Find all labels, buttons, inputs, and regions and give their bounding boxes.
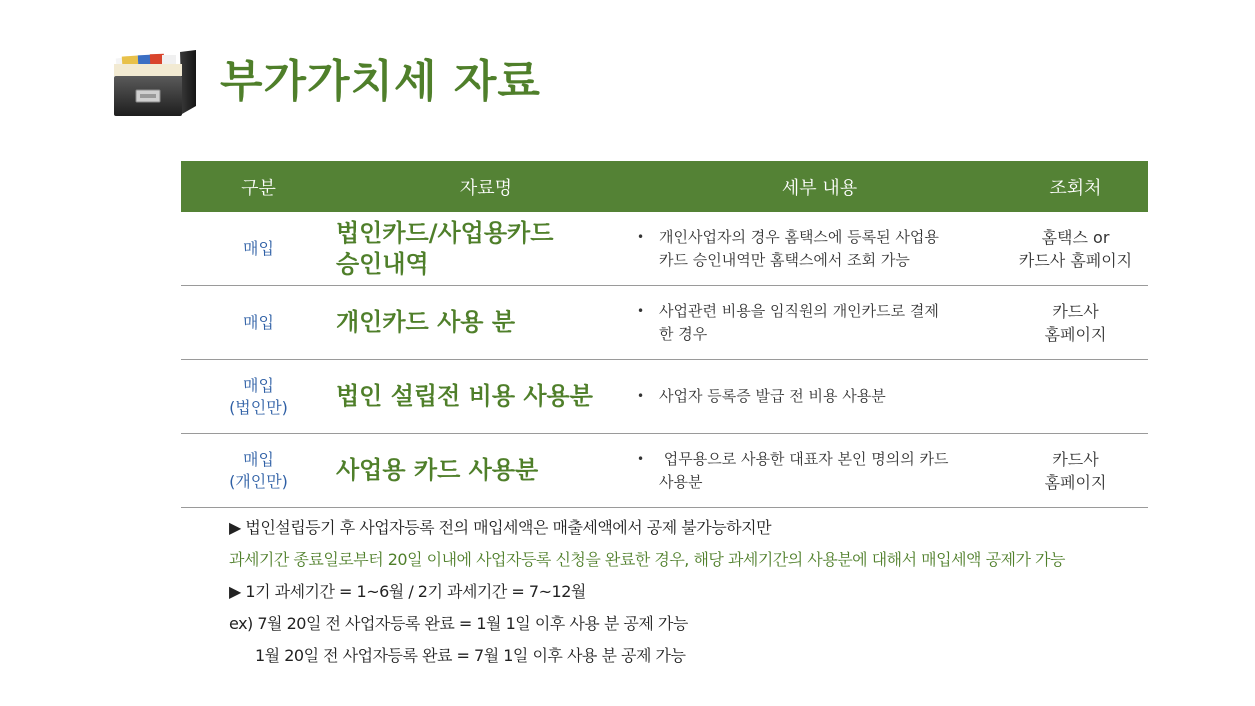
detail-cell: [636, 360, 1003, 434]
data-name-line: 승인내역: [336, 249, 429, 278]
vat-data-table: [181, 161, 1148, 508]
source-line: 홈택스 or: [1041, 227, 1110, 247]
column-header: 구분: [181, 161, 336, 212]
category-cell: [181, 286, 336, 360]
source-line: 홈페이지: [1044, 324, 1107, 344]
table-row: [181, 434, 1148, 508]
note-line: ▶ 1기 과세기간 = 1~6월 / 2기 과세기간 = 7~12월: [229, 582, 586, 601]
bullet-icon: •: [637, 451, 645, 466]
file-cabinet-drawer-icon: [112, 48, 198, 118]
column-header: 자료명: [336, 161, 636, 212]
note-line-example: 1월 20일 전 사업자등록 완료 = 7월 1일 이후 사용 분 공제 가능: [255, 646, 686, 665]
table-row: [181, 286, 1148, 360]
source-line: 카드사: [1052, 449, 1099, 469]
category-cell: [181, 212, 336, 286]
source-line: 카드사 홈페이지: [1018, 250, 1133, 270]
detail-cell: [636, 286, 1003, 360]
bullet-icon: •: [637, 303, 645, 318]
detail-line: 사업자 등록증 발급 전 비용 사용분: [659, 387, 886, 405]
category-cell: [181, 434, 336, 508]
category-qualifier: (개인만): [229, 471, 288, 491]
column-header: 세부 내용: [636, 161, 1003, 212]
note-line-example: ex) 7월 20일 전 사업자등록 완료 = 1월 1일 이후 사용 분 공제 가능: [229, 614, 688, 633]
category-cell: [181, 360, 336, 434]
data-name-line: 법인카드/사업용카드: [336, 218, 554, 247]
table-row: [181, 360, 1148, 434]
detail-line: 사용분: [659, 472, 703, 491]
data-name-cell: [336, 212, 636, 286]
detail-line: 카드 승인내역만 홈택스에서 조회 가능: [659, 250, 910, 269]
category-qualifier: (법인만): [229, 397, 288, 417]
category-label: 매입: [243, 238, 274, 258]
bullet-icon: •: [637, 229, 645, 244]
note-line-highlight: 과세기간 종료일로부터 20일 이내에 사업자등록 신청을 완료한 경우, 해당 과세기간의 사용분에 대해서 매입세액 공제가 가능: [229, 550, 1065, 569]
page-title: 부가가치세 자료: [220, 56, 541, 107]
source-cell: [1003, 212, 1148, 286]
data-name-line: 법인 설립전 비용 사용분: [336, 382, 593, 410]
detail-line: 한 경우: [659, 324, 708, 343]
detail-cell: [636, 434, 1003, 508]
detail-line: 업무용으로 사용한 대표자 본인 명의의 카드: [659, 449, 949, 468]
column-header: 조회처: [1003, 161, 1148, 212]
data-name-line: 사업용 카드 사용분: [336, 456, 539, 484]
detail-cell: [636, 212, 1003, 286]
source-line: 홈페이지: [1044, 472, 1107, 492]
detail-line: 개인사업자의 경우 홈택스에 등록된 사업용: [659, 227, 939, 246]
data-name-cell: [336, 434, 636, 508]
table-row: [181, 212, 1148, 286]
source-cell: [1003, 286, 1148, 360]
data-name-cell: [336, 360, 636, 434]
category-label: 매입: [243, 449, 274, 469]
data-name-cell: [336, 286, 636, 360]
bullet-icon: •: [637, 389, 645, 403]
table-header-row: [181, 161, 1148, 212]
category-label: 매입: [243, 312, 274, 332]
source-line: 카드사: [1052, 301, 1099, 321]
detail-line: 사업관련 비용을 임직원의 개인카드로 결제: [659, 301, 939, 320]
source-cell: [1003, 360, 1148, 434]
category-label: 매입: [243, 375, 274, 395]
notes-section: [229, 512, 1065, 672]
source-cell: [1003, 434, 1148, 508]
data-name-line: 개인카드 사용 분: [336, 308, 515, 336]
note-line: ▶ 법인설립등기 후 사업자등록 전의 매입세액은 매출세액에서 공제 불가능하지만: [229, 518, 772, 537]
